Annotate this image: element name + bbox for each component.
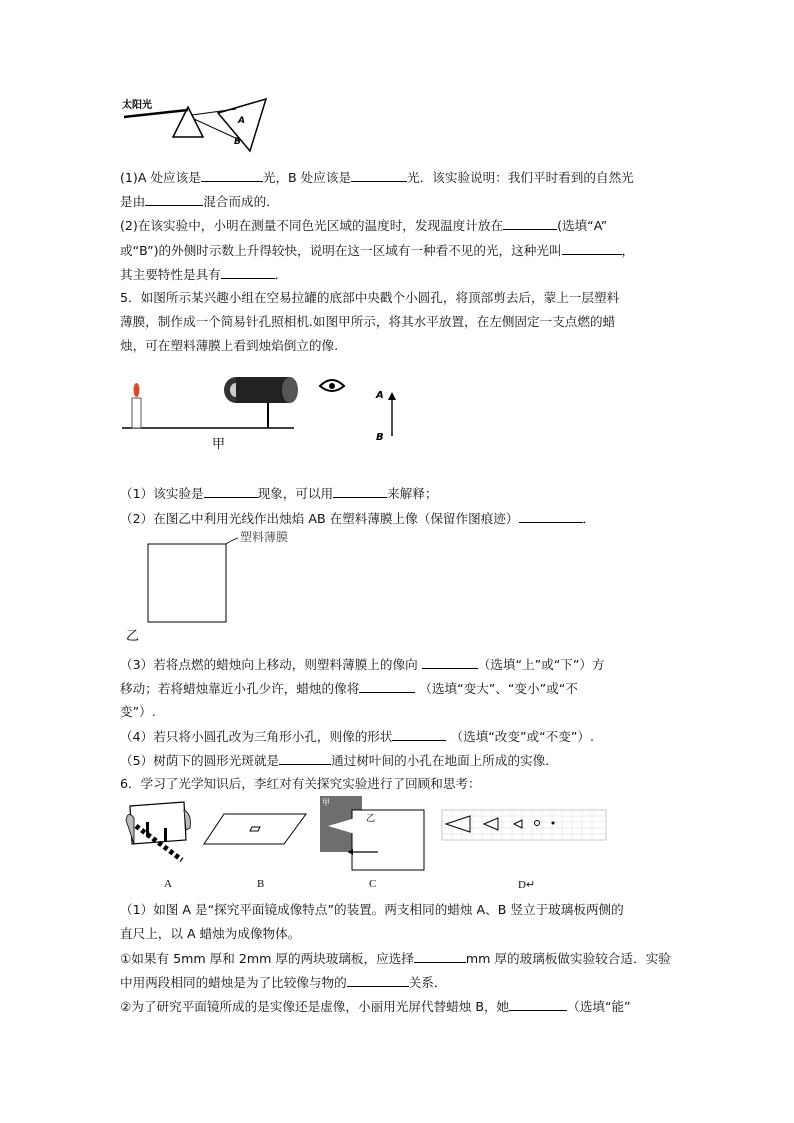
figure-yi-label: 乙 xyxy=(126,629,140,644)
q4-line-5: 其主要特性是具有 ． xyxy=(120,264,680,285)
grid-paper xyxy=(442,810,606,840)
q5-intro-3: 烛，可在塑料薄膜上看到烛焰倒立的像. xyxy=(120,338,339,353)
prism-figure xyxy=(118,95,288,160)
candle-flame xyxy=(134,383,140,397)
answer-blank xyxy=(359,678,415,693)
label-jia: 甲 xyxy=(322,798,330,807)
answer-blank xyxy=(333,483,387,498)
candle-a xyxy=(146,822,149,836)
answer-blank xyxy=(347,972,409,987)
answer-blank xyxy=(519,508,583,523)
q5-sub-3-line-2: 移动；若将蜡烛靠近小孔少许，蜡烛的像将 （选填“变大”、“变小”或“不 xyxy=(120,678,680,699)
panel-yi xyxy=(352,810,424,870)
q4-line-2: 是由 混合而成的． xyxy=(120,191,680,212)
figure-a-mirror-setup xyxy=(124,800,194,862)
sun-ray xyxy=(124,110,188,117)
plane-sheet xyxy=(204,814,306,844)
answer-blank xyxy=(392,726,446,741)
caption-a: A xyxy=(164,878,172,890)
q4-line-1: (1)A 处应该是 光，B 处应该是 光．该实验说明：我们平时看到的自然光 xyxy=(120,167,680,188)
sun-light-label: 太阳光 xyxy=(122,100,152,111)
answer-blank xyxy=(201,167,263,182)
tiny-hole xyxy=(552,822,555,825)
caption-d: D↵ xyxy=(518,879,536,891)
q6-p1-line-2: 直尺上，以 A 蜡烛为成像物体。 xyxy=(120,926,301,941)
answer-blank xyxy=(221,264,275,279)
q6-intro: 6．学习了光学知识后，李红对有关探究实验进行了回顾和思考： xyxy=(120,776,481,791)
figure-b-plane xyxy=(200,810,310,850)
film-square xyxy=(148,544,226,622)
answer-blank xyxy=(422,654,478,669)
answer-blank xyxy=(145,191,203,206)
q4-line-3: (2)在该实验中，小明在测量不同色光区域的温度时，发现温度计放在 (选填“A” xyxy=(120,215,680,236)
answer-blank xyxy=(562,240,622,255)
arrow-label-a: A xyxy=(376,390,384,401)
candle-b xyxy=(164,828,167,842)
figure-jia-pinhole-camera xyxy=(118,368,418,458)
answer-blank xyxy=(509,996,567,1011)
answer-blank xyxy=(503,215,557,230)
q6-p2-line-1: ①如果有 5mm 厚和 2mm 厚的两块玻璃板，应选择 mm 厚的玻璃板做实验较合适．实验 xyxy=(120,948,680,969)
small-triangle xyxy=(514,820,522,828)
caption-b: B xyxy=(257,878,265,890)
large-triangle xyxy=(446,816,470,832)
q5-sub-1: （1）该实验是 现象，可以用 来解释； xyxy=(120,483,680,504)
q5-sub-4: （4）若只将小圆孔改为三角形小孔，则像的形状 （选填“改变”或“不变”）. xyxy=(120,726,680,747)
glass-plate xyxy=(130,802,186,844)
q5-sub-2: （2）在图乙中利用光线作出烛焰 AB 在塑料薄膜上像（保留作图痕迹） ． xyxy=(120,508,680,529)
answer-blank xyxy=(204,483,258,498)
circle-hole xyxy=(535,821,540,826)
q5-intro-1: 5．如图所示某兴趣小组在空易拉罐的底部中央戳个小圆孔，将顶部剪去后，蒙上一层塑料 xyxy=(120,290,620,305)
figure-jia-label: 甲 xyxy=(212,437,226,452)
figure-d-grid xyxy=(440,808,610,844)
film-label: 塑料薄膜 xyxy=(240,530,289,544)
q5-sub-3-line-1: （3）若将点燃的蜡烛向上移动，则塑料薄膜上的像向 （选填“上”或“下”）方 xyxy=(120,654,680,675)
q5-sub-5: （5）树荫下的圆形光斑就是 通过树叶间的小孔在地面上所成的实像． xyxy=(120,750,680,771)
point-b-label: B xyxy=(234,137,241,147)
plastic-film xyxy=(282,377,298,403)
answer-blank xyxy=(279,750,331,765)
can-body xyxy=(236,377,290,403)
q6-p3-line: ②为了研究平面镜所成的是实像还是虚像，小丽用光屏代替蜡烛 B，她 （选填“能” xyxy=(120,996,680,1017)
figure-yi-film xyxy=(118,526,318,648)
q5-intro-2: 薄膜，制作成一个简易针孔照相机.如图甲所示，将其水平放置，在左侧固定一支点燃的蜡 xyxy=(120,314,616,329)
q6-p1-line-1: （1）如图 A 是“探究平面镜成像特点”的装置。两支相同的蜡烛 A、B 竖立于玻璃板两侧的 xyxy=(120,902,624,917)
label-yi: 乙 xyxy=(366,814,376,824)
q4-line-4: 或“B”)的外侧时示数上升得较快，说明在这一区域有一种看不见的光，这种光叫 ， xyxy=(120,240,680,261)
small-hole xyxy=(250,827,260,831)
point-a-label: A xyxy=(238,116,245,126)
candle xyxy=(132,398,141,428)
arrow-label-b: B xyxy=(376,432,384,443)
answer-blank xyxy=(414,948,466,963)
caption-c: C xyxy=(369,878,377,890)
film-pointer xyxy=(226,538,238,544)
answer-blank xyxy=(351,167,407,182)
figure-c-mirror-panels xyxy=(318,796,428,872)
q6-p2-line-2: 中用两段相同的蜡烛是为了比较像与物的 关系． xyxy=(120,972,680,993)
q5-sub-3-line-3: 变”）. xyxy=(120,704,156,719)
